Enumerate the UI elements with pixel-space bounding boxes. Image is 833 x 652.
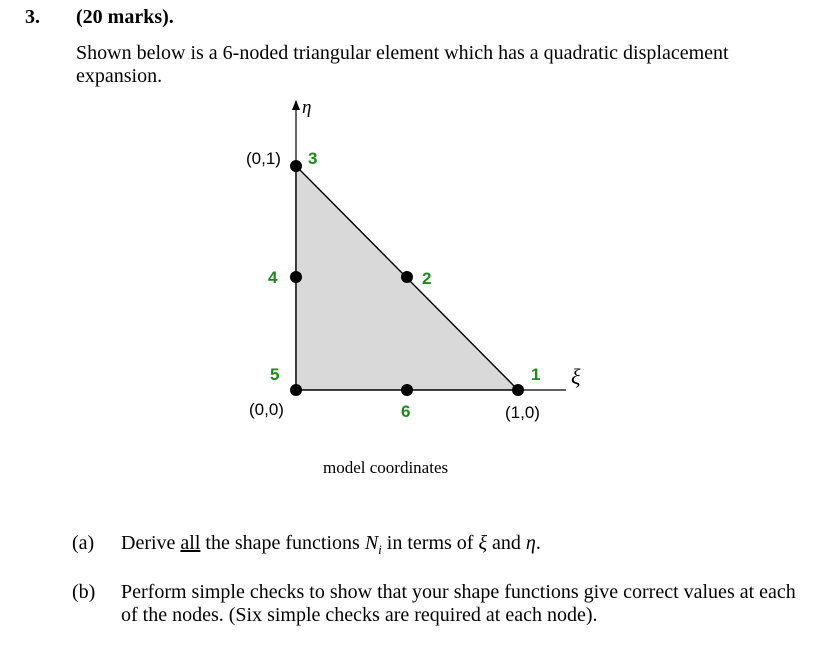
part-b-text: Perform simple checks to show that your shape functions give correct values at each of the nodes. (Six simple checks are required at each node). [121,581,796,626]
figure-caption: model coordinates [323,458,449,477]
node-4-label: 4 [268,268,278,287]
node-1-label: 1 [531,365,541,384]
question-intro: Shown below is a 6-noded triangular element which has a quadratic displacement expansion. [76,42,729,87]
part-a-text [121,532,801,561]
eta-axis-arrowhead [292,100,300,110]
part-a-text-1: Derive [121,532,181,554]
question-marks: (20 marks). [76,6,174,28]
symbol-N: N [364,532,379,554]
part-a-emphasis-all: all [180,532,201,554]
part-a-text-4: and [487,532,526,554]
part-a-text-5: . [535,532,541,554]
node-1-marker [512,384,524,396]
part-a-text-2: the shape functions [200,532,365,554]
symbol-xi: ξ [478,532,488,554]
coord-label-origin: (0,0) [249,400,284,419]
coord-label-xi: (1,0) [505,403,540,422]
node-5-marker [290,384,302,396]
symbol-i: i [378,542,382,557]
question-number: 3. [25,6,40,28]
node-3-label: 3 [308,149,318,168]
eta-axis-label: η [302,97,312,118]
part-b-label: (b) [72,581,96,603]
node-6-marker [401,384,413,396]
part-a-text-3: in terms of [381,532,479,554]
node-2-marker [401,271,413,283]
node-2-label: 2 [422,269,432,288]
node-6-label: 6 [401,402,411,421]
symbol-eta: η [525,532,536,554]
node-5-label: 5 [270,365,280,384]
coord-label-eta: (0,1) [246,149,281,168]
node-4-marker [290,271,302,283]
xi-axis-label: ξ [571,364,581,389]
node-3-marker [290,160,302,172]
part-a-label: (a) [72,532,95,554]
